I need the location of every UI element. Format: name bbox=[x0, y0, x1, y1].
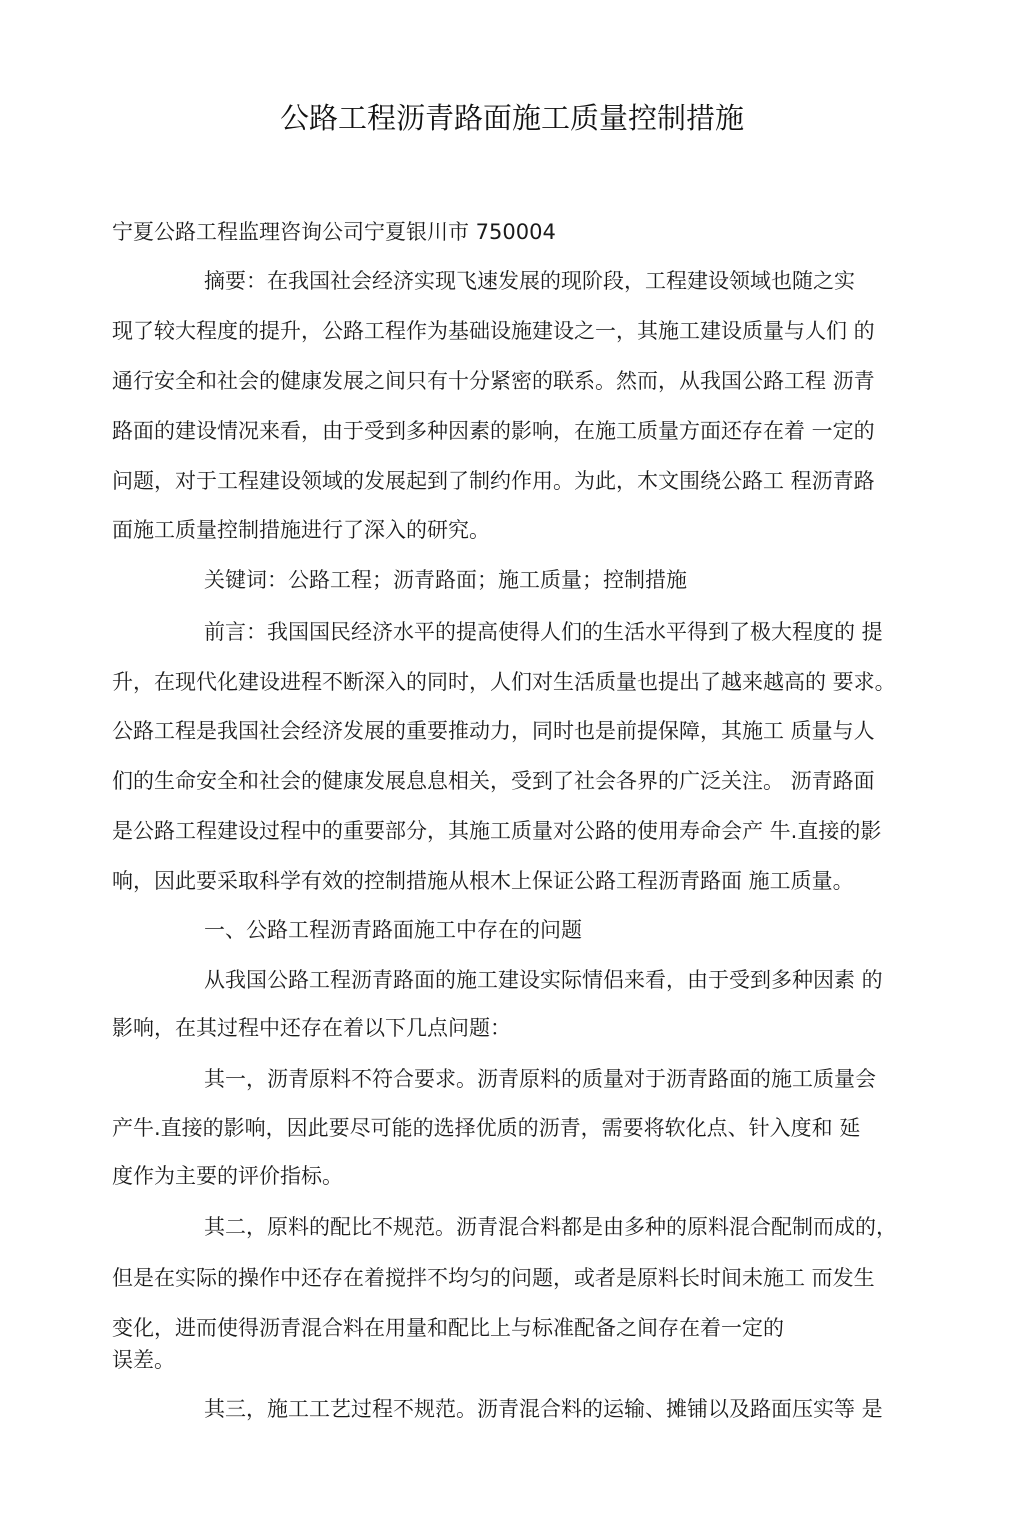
abstract-line: 摘要：在我国社会经济实现飞速发展的现阶段，工程建设领域也随之实 bbox=[204, 269, 855, 293]
affiliation-line: 宁夏公路工程监理咨询公司宁夏银川市 750004 bbox=[112, 220, 556, 244]
preface-line: 们的生命安全和社会的健康发展息息相关，受到了社会各界的广泛关注。 沥青路面 bbox=[112, 769, 875, 793]
body-line: 其三，施工工艺过程不规范。沥青混合料的运输、摊铺以及路面压实等 是 bbox=[204, 1397, 883, 1421]
preface-line: 是公路工程建设过程中的重要部分，其施工质量对公路的使用寿命会产 牛.直接的影 bbox=[112, 819, 882, 843]
section-heading: 一、公路工程沥青路面施工中存在的问题 bbox=[204, 918, 582, 942]
body-line: 产牛.直接的影响，因此要尽可能的选择优质的沥青，需要将软化点、针入度和 延 bbox=[112, 1116, 861, 1140]
body-line: 其一，沥青原料不符合要求。沥青原料的质量对于沥青路面的施工质量会 bbox=[204, 1067, 876, 1091]
abstract-line: 通行安全和社会的健康发展之间只有十分紧密的联系。然而，从我国公路工程 沥青 bbox=[112, 369, 875, 393]
body-line: 度作为主要的评价指标。 bbox=[112, 1164, 343, 1188]
abstract-line: 路面的建设情况来看，由于受到多种因素的影响，在施工质量方面还存在着 一定的 bbox=[112, 419, 875, 443]
body-line: 影响，在其过程中还存在着以下几点问题： bbox=[112, 1016, 511, 1040]
preface-line: 前言：我国国民经济水平的提高使得人们的生活水平得到了极大程度的 提 bbox=[204, 620, 883, 644]
body-line: 变化，进而使得沥青混合料在用量和配比上与标准配备之间存在着一定的 bbox=[112, 1316, 784, 1340]
preface-line: 升，在现代化建设进程不断深入的同时，人们对生活质量也提出了越来越高的 要求。 bbox=[112, 670, 896, 694]
abstract-line: 面施工质量控制措施进行了深入的研究。 bbox=[112, 518, 490, 542]
abstract-line: 现了较大程度的提升，公路工程作为基础设施建设之一，其施工建设质量与人们 的 bbox=[112, 319, 875, 343]
abstract-line: 问题，对于工程建设领域的发展起到了制约作用。为此，木文围绕公路工 程沥青路 bbox=[112, 469, 875, 493]
preface-line: 响，因此要采取科学有效的控制措施从根木上保证公路工程沥青路面 施工质量。 bbox=[112, 869, 854, 893]
preface-line: 公路工程是我国社会经济发展的重要推动力，同时也是前提保障，其施工 质量与人 bbox=[112, 719, 875, 743]
body-line: 从我国公路工程沥青路面的施工建设实际情侣来看，由于受到多种因素 的 bbox=[204, 968, 883, 992]
body-line: 误差。 bbox=[112, 1348, 175, 1372]
document-title: 公路工程沥青路面施工质量控制措施 bbox=[279, 101, 744, 135]
keywords-line: 关键词：公路工程；沥青路面；施工质量；控制措施 bbox=[204, 568, 687, 592]
body-line: 但是在实际的操作中还存在着搅拌不均匀的问题，或者是原料长时间未施工 而发生 bbox=[112, 1266, 875, 1290]
body-line: 其二，原料的配比不规范。沥青混合料都是由多种的原料混合配制而成的， bbox=[204, 1215, 897, 1239]
